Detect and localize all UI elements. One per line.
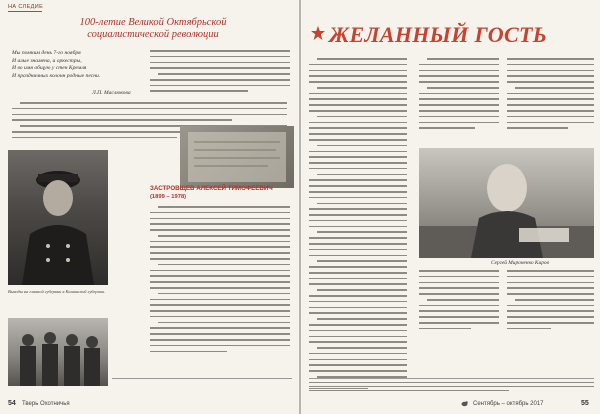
group-photo xyxy=(8,318,108,386)
epigraph xyxy=(12,50,142,80)
left-page-number: 54 xyxy=(8,400,16,407)
grouse-icon xyxy=(461,400,468,407)
headline-line-1: 100-летие Великой Октябрьской xyxy=(79,17,227,28)
section-label-rule xyxy=(8,11,42,12)
story-column-3-lower xyxy=(507,270,594,334)
biography-text xyxy=(150,206,290,356)
magazine-name: Тверь Охотничья xyxy=(22,401,70,407)
left-page xyxy=(0,0,299,414)
section-years: (1899 – 1978) xyxy=(150,194,187,200)
writer-photo xyxy=(419,148,594,258)
group-photo-image xyxy=(8,318,108,386)
officer-portrait-image xyxy=(8,150,108,285)
section-label: НА СЛЕДИЕ xyxy=(8,4,44,10)
headline-line-2: социалистической революции xyxy=(87,29,219,40)
right-page-number: 55 xyxy=(581,400,589,407)
right-page xyxy=(301,0,600,414)
officer-portrait-photo xyxy=(8,150,108,285)
issue-date: Сентябрь – октябрь 2017 xyxy=(473,401,544,407)
epigraph-line: И праздничных колонн родные песни. xyxy=(12,72,101,79)
story-column-3-upper xyxy=(507,58,594,133)
story-column-2-upper xyxy=(419,58,499,133)
article-title: ЖЕЛАННЫЙ ГОСТЬ xyxy=(329,22,547,47)
page-headline xyxy=(40,17,266,41)
right-footnote-rule xyxy=(309,378,594,379)
left-footnote-rule xyxy=(112,378,292,379)
red-star-icon xyxy=(311,26,325,40)
story-column-2-lower xyxy=(419,270,499,334)
epigraph-line: И во имя общую у стен Кремля xyxy=(12,65,87,71)
story-column-1 xyxy=(309,58,407,393)
manuscript-image xyxy=(180,126,294,188)
writer-image xyxy=(419,148,594,258)
epigraph-line: И алые знамена, и оркестры, xyxy=(12,57,82,64)
epigraph-author: Л.П. Маслюкова xyxy=(92,90,131,96)
left-upper-column-text xyxy=(150,50,290,96)
epigraph-line: Мы помним день 7-го ноября xyxy=(12,50,81,56)
section-heading: ЗАСТРОВЩЕВ АЛЕКСЕЙ ТИМОФЕЕВИЧ xyxy=(150,185,273,192)
portrait-caption: Выводы на главной губернии в Кашинской губернии. xyxy=(8,289,106,294)
writer-photo-caption: Сергей Мироненко Киров xyxy=(491,260,549,266)
footnote-text xyxy=(309,382,594,394)
manuscript-photo xyxy=(180,126,294,188)
